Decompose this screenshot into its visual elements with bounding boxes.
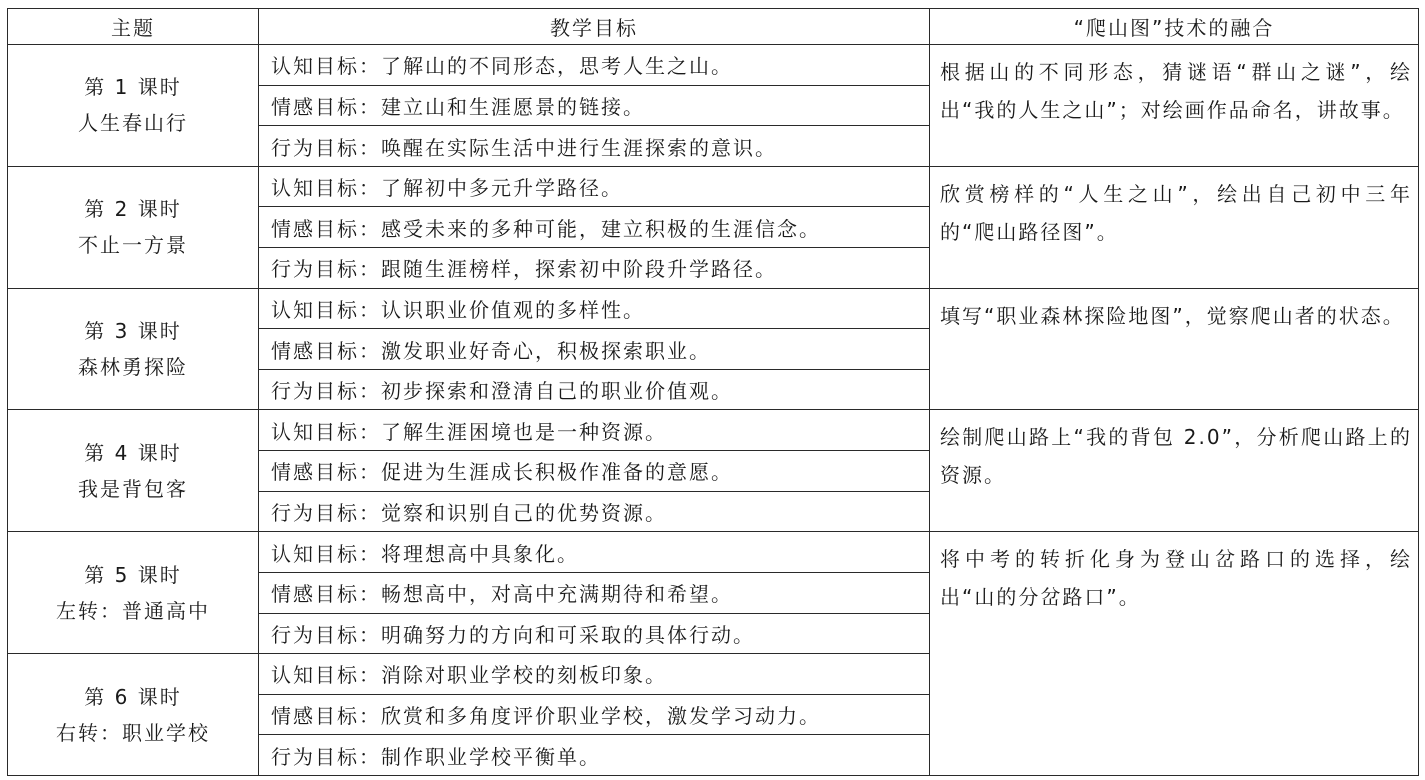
- lesson-title: 我是背包客: [78, 476, 188, 501]
- goal-behavioral: 行为目标：唤醒在实际生活中进行生涯探索的意识。: [259, 126, 930, 167]
- goal-emotional: 情感目标：畅想高中，对高中充满期待和希望。: [259, 572, 930, 613]
- table-row: [8, 166, 1419, 207]
- goal-cognitive: 认知目标：将理想高中具象化。: [259, 532, 930, 573]
- lesson-session: 第 1 课时: [84, 75, 182, 100]
- header-theme: 主题: [8, 9, 259, 45]
- goal-emotional: 情感目标：建立山和生涯愿景的链接。: [259, 85, 930, 126]
- goal-behavioral: 行为目标：跟随生涯榜样，探索初中阶段升学路径。: [259, 248, 930, 289]
- table-row: [8, 288, 1419, 329]
- goal-cognitive: 认知目标：了解生涯困境也是一种资源。: [259, 410, 930, 451]
- header-row: [8, 9, 1419, 45]
- tech-cell: 欣赏榜样的“人生之山”，绘出自己初中三年的“爬山路径图”。: [930, 166, 1419, 288]
- lesson-theme-cell: [8, 410, 259, 532]
- goal-cognitive: 认知目标：了解山的不同形态，思考人生之山。: [259, 45, 930, 86]
- lesson-session: 第 5 课时: [84, 562, 182, 587]
- goal-cognitive: 认知目标：认识职业价值观的多样性。: [259, 288, 930, 329]
- goal-emotional: 情感目标：促进为生涯成长积极作准备的意愿。: [259, 451, 930, 492]
- lesson-title: 右转：职业学校: [56, 720, 210, 745]
- lesson-title: 不止一方景: [78, 233, 188, 258]
- goal-emotional: 情感目标：感受未来的多种可能，建立积极的生涯信念。: [259, 207, 930, 248]
- table-row: [8, 410, 1419, 451]
- goal-emotional: 情感目标：激发职业好奇心，积极探索职业。: [259, 329, 930, 370]
- header-goals: 教学目标: [259, 9, 930, 45]
- header-tech: “爬山图”技术的融合: [930, 9, 1419, 45]
- tech-cell: 绘制爬山路上“我的背包 2.0”，分析爬山路上的资源。: [930, 410, 1419, 532]
- table-row: [8, 45, 1419, 86]
- tech-cell: 填写“职业森林探险地图”，觉察爬山者的状态。: [930, 288, 1419, 410]
- lesson-session: 第 6 课时: [84, 684, 182, 709]
- lesson-theme-cell: [8, 288, 259, 410]
- lesson-session: 第 3 课时: [84, 319, 182, 344]
- tech-cell: 根据山的不同形态，猜谜语“群山之谜”，绘出“我的人生之山”；对绘画作品命名，讲故事。: [930, 45, 1419, 167]
- table-row: [8, 532, 1419, 573]
- lesson-title: 左转：普通高中: [56, 598, 210, 623]
- goal-behavioral: 行为目标：明确努力的方向和可采取的具体行动。: [259, 613, 930, 654]
- tech-cell: 将中考的转折化身为登山岔路口的选择，绘出“山的分岔路口”。: [930, 532, 1419, 776]
- lesson-plan-table: [7, 8, 1419, 776]
- goal-behavioral: 行为目标：制作职业学校平衡单。: [259, 735, 930, 776]
- lesson-session: 第 4 课时: [84, 440, 182, 465]
- goal-cognitive: 认知目标：消除对职业学校的刻板印象。: [259, 654, 930, 695]
- lesson-title: 森林勇探险: [78, 355, 188, 380]
- lesson-theme-cell: [8, 166, 259, 288]
- lesson-session: 第 2 课时: [84, 197, 182, 222]
- goal-behavioral: 行为目标：觉察和识别自己的优势资源。: [259, 491, 930, 532]
- goal-cognitive: 认知目标：了解初中多元升学路径。: [259, 166, 930, 207]
- lesson-theme-cell: [8, 532, 259, 654]
- goal-emotional: 情感目标：欣赏和多角度评价职业学校，激发学习动力。: [259, 694, 930, 735]
- goal-behavioral: 行为目标：初步探索和澄清自己的职业价值观。: [259, 369, 930, 410]
- lesson-theme-cell: [8, 654, 259, 776]
- lesson-title: 人生春山行: [78, 111, 188, 136]
- lesson-theme-cell: [8, 45, 259, 167]
